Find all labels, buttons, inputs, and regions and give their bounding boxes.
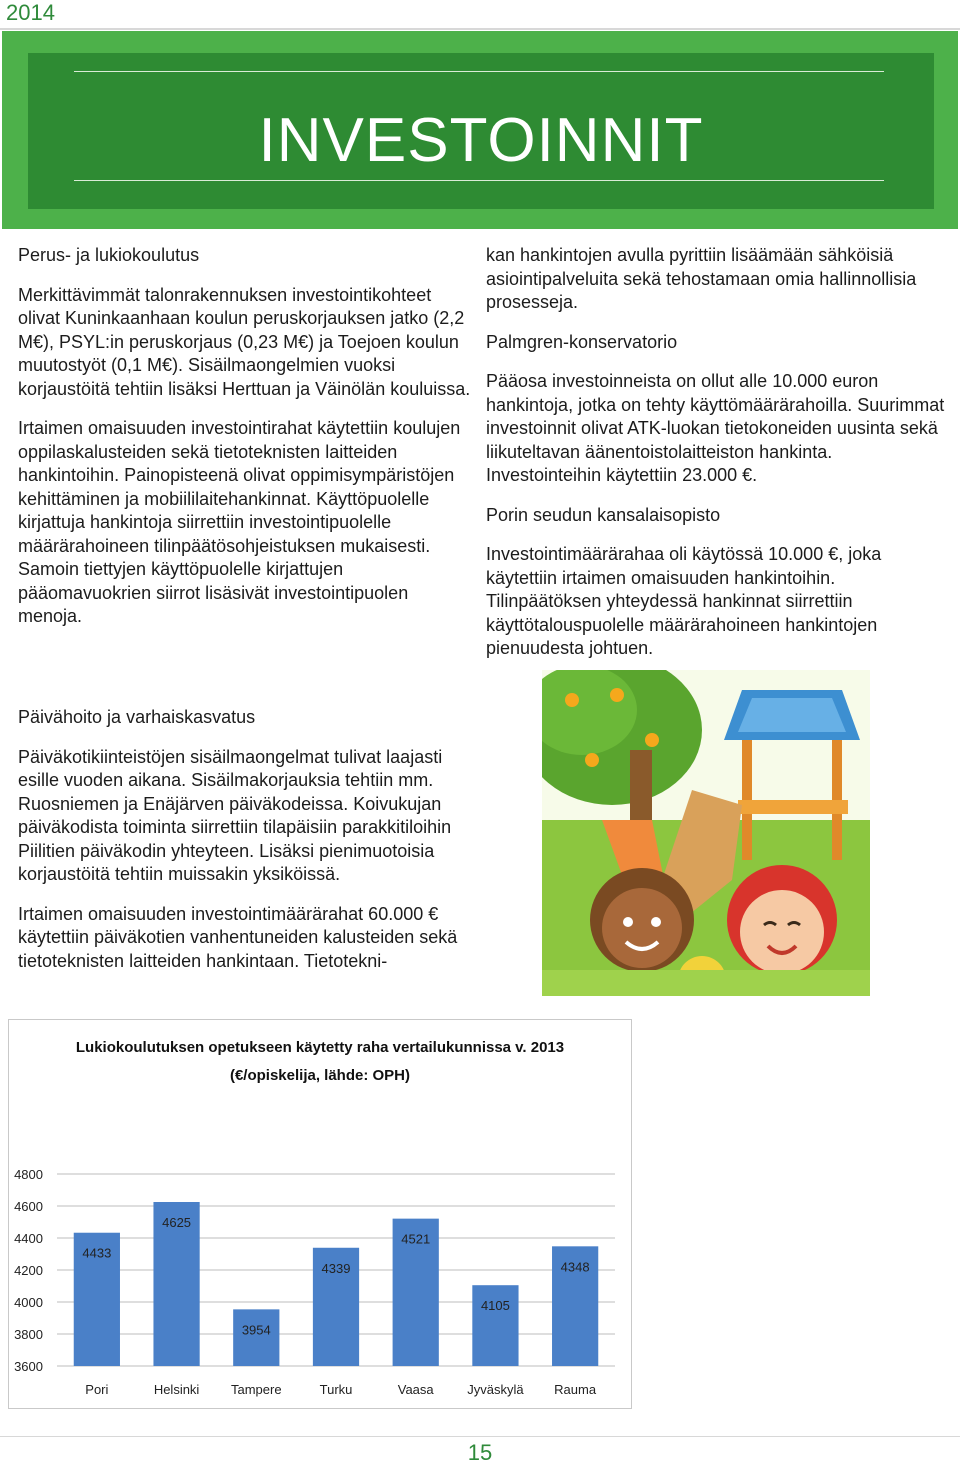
data-label: 4348: [560, 1259, 590, 1275]
paragraph-movable-assets: Irtaimen omaisuuden investointirahat käytettiin koulujen oppilaskalusteiden sekä tietoteknisten laitteiden hankintoihin. Painopisteenä olivat oppimisympäristöjen kehittäminen ja mobiililaitehankinnat. Käyttöpuolelle kirjattuja hankintoja siirrettiin investointipuolelle määrärahoineen tilinpäätösohjeistuksen mukaisesti. Samoin tiettyjen käyttöpuolelle kirjattujen pääomavuokrien siirrot lisäsivät investointipuolen menoja.: [18, 418, 461, 626]
paragraph-daycare-buildings: Päiväkotikiinteistöjen sisäilmaongelmat tulivat laajasti esille vuoden aikana. Sisäilmakorjauksia tehtiin mm. Ruosniemen ja Enäjärven päiväkodeissa. Koivukujan päiväkodista toiminta siirrettiin tilapäisiin parakkitiloihin Piilitien päiväkodin yhteyteen. Lisäksi pienimuotoisia korjaustöitä tehtiin muissakin yksiköissä.: [18, 746, 452, 884]
paragraph-conservatory: Pääosa investoinneista on ollut alle 10.000 euron hankintoja, jotka on tehty käyttömäärärahoilla. Suurimmat investoinnit olivat ATK-luokan tietokoneiden uusinta sekä liikuteltavan äänentoistolaitteiston hankinta. Investointeihin käytettiin 23.000 €.: [486, 371, 945, 485]
paragraph-buildings: Merkittävimmät talonrakennuksen investointikohteet olivat Kuninkaanhaan koulun peruskorjauksen jatko (2,2 M€), PSYL:in peruskorjaus (0,23 M€) ja Toejoen koulun muutostyöt (0,1 M€). Sisäilmaongelmien vuoksi korjaustöitä tehtiin lisäksi Herttuan ja Väinölän kouluissa.: [18, 284, 471, 399]
paragraph-adult-education: Investointimäärärahaa oli käytössä 10.000 €, joka käytettiin irtaimen omaisuuden hankintoihin. Tilinpäätöksen yhteydessä hankinnat siirrettiin käyttötalouspuolelle määrärahoineen hankintojen pienuudesta johtuen.: [486, 544, 882, 658]
paragraph-continuation: kan hankintojen avulla pyrittiin lisäämään sähköisiä asiointipalveluita sekä tehostamaan omia hallinnollisia prosesseja.: [486, 245, 917, 312]
x-tick-label: Tampere: [230, 1382, 282, 1397]
section-heading-basic-education: Perus- ja lukiokoulutus: [18, 245, 200, 265]
data-label: 4339: [321, 1260, 351, 1276]
x-tick-label: Helsinki: [153, 1382, 200, 1397]
x-tick-label: Rauma: [554, 1382, 597, 1397]
right-column: [486, 244, 946, 677]
page-title: INVESTOINNIT: [258, 106, 704, 175]
header-banner-inner: [28, 53, 934, 209]
y-tick-label: 4200: [14, 1263, 43, 1278]
left-column: [18, 244, 474, 645]
y-tick-label: 3600: [14, 1359, 43, 1374]
x-tick-label: Turku: [319, 1382, 353, 1397]
y-tick-label: 4800: [14, 1167, 43, 1182]
chart-subtitle: (€/opiskelija, lähde: OPH): [229, 1067, 411, 1084]
data-label: 4105: [480, 1298, 510, 1314]
y-tick-label: 3800: [14, 1327, 43, 1342]
page-number: 15: [467, 1440, 493, 1465]
section-heading-daycare: Päivähoito ja varhaiskasvatus: [18, 707, 256, 727]
chart-title-line: Lukiokoulutuksen opetukseen käytetty raha vertailukunnissa v. 2013: [75, 1039, 565, 1056]
x-tick-label: Pori: [85, 1382, 109, 1397]
header-banner: [2, 31, 958, 229]
y-tick-label: 4400: [14, 1231, 43, 1246]
bottom-divider: [0, 1436, 960, 1437]
data-label: 3954: [241, 1322, 271, 1338]
x-tick-label: Jyväskylä: [467, 1382, 524, 1397]
bar-chart: [9, 1020, 631, 1408]
data-label: 4433: [82, 1245, 112, 1261]
banner-top-line: [74, 71, 884, 72]
bar-tampere: [233, 1309, 279, 1366]
banner-bottom-line: [74, 180, 884, 181]
paragraph-daycare-assets: Irtaimen omaisuuden investointimäärärahat 60.000 € käytettiin päiväkotien vanhentuneiden kalusteiden sekä tietoteknisten laitteiden hankintaan. Tietotekni-: [18, 903, 458, 971]
chart-container: [8, 1019, 632, 1409]
lower-left-column: [18, 706, 474, 989]
y-tick-label: 4600: [14, 1199, 43, 1214]
data-label: 4521: [401, 1231, 431, 1247]
x-tick-label: Vaasa: [397, 1382, 434, 1397]
year-label: 2014: [6, 0, 55, 25]
y-tick-label: 4000: [14, 1295, 43, 1310]
section-heading-conservatory: Palmgren-konservatorio: [486, 331, 678, 352]
playground-illustration: [542, 670, 870, 996]
section-heading-adult-education: Porin seudun kansalaisopisto: [486, 504, 721, 525]
data-label: 4625: [162, 1215, 192, 1230]
top-divider: [0, 28, 960, 30]
